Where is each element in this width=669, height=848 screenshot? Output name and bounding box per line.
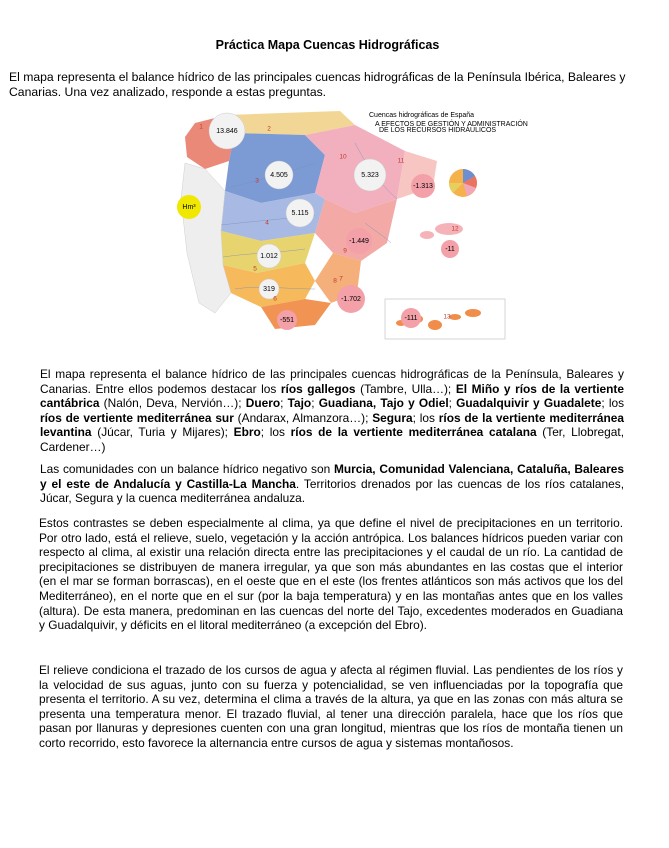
svg-text:6: 6 — [273, 295, 277, 303]
bubble-value: -111 — [404, 314, 418, 322]
bubble-value: -11 — [445, 245, 455, 253]
bubble-value: 1.012 — [260, 252, 278, 260]
svg-text:1: 1 — [199, 123, 203, 131]
map-subtitle-2: DE LOS RECURSOS HIDRÁULICOS — [379, 127, 497, 134]
svg-text:11: 11 — [397, 157, 405, 165]
map-title: Cuencas hidrográficas de España — [369, 112, 475, 119]
intro-text — [9, 70, 669, 100]
paragraph-relief: El relieve condiciona el trazado de los cursos de agua y afecta al régimen fluvial. Las pendientes de los ríos y la velocidad de sus aguas, junto con su fuerza y potencialidad, se ven influenciadas por la topografía que presenta el territorio. A su vez, determina el clima a través de la altura, ya que en las zonas con más altura se presenta una temperatura menor. El trazado fluvial, al tener una dirección paralela, hace que los ríos que pasan por llanuras y depresiones cuenten con una gran longitud, mientras que los ríos de montaña tienen un corto recorrido, esto favorece la alternancia entre cursos de agua y sistemas montañosos. — [39, 663, 623, 750]
paragraph-negative-balance: Las comunidades con un balance hídrico negativo son Murcia, Comunidad Valenciana, Cataluña, Baleares y el este de Andalucía y Castilla-La Mancha. Territorios drenados por las cuencas de los ríos catalanes, Júcar, Segura y la cuenca mediterránea andaluza. — [40, 462, 624, 506]
svg-text:9: 9 — [343, 247, 347, 255]
page-title: Práctica Mapa Cuencas Hidrográficas — [215, 38, 440, 52]
paragraph-climate: Estos contrastes se deben especialmente al clima, ya que define el nivel de precipitaciones en un territorio. Por otro lado, está el relieve, suelo, vegetación y la acción antrópica. Los balances hídricos pueden variar con respecto al clima, al existir una relación directa entre las precipitaciones y el caudal de un río. La cantidad de precipitaciones se distribuyen de manera irregular, ya que son más abundantes en las costas que el interior (en el mar se forman borrascas), en el oeste que en el este (los frentes atlánticos son más activos que los del Mediterráneo), en el norte que en el sur (por la baja temperatura) y en las montañas antes que en los valles (altura). De esta manera, predominan en las cuencas del norte del Tajo, excedentes moderados en Guadiana y Guadalquivir, y déficits en el litoral mediterráneo (a excepción del Ebro). — [39, 516, 623, 633]
svg-text:2: 2 — [267, 125, 271, 133]
intro-line-2: Canarias. Una vez analizado, responde a estas preguntas. — [9, 85, 327, 99]
map-subtitle-1: A EFECTOS DE GESTIÓN Y ADMINISTRACIÓN — [375, 121, 528, 128]
svg-text:8: 8 — [333, 277, 337, 285]
svg-text:13: 13 — [443, 313, 451, 321]
bubble-value: -551 — [279, 316, 295, 324]
svg-text:4: 4 — [265, 219, 269, 227]
paragraph-basins: El mapa representa el balance hídrico de las principales cuencas hidrográficas de la Península, Baleares y Canarias. Entre ellos podemos destacar los ríos gallegos (Tambre, Ulla…); El Miño y ríos de la vertiente cantábrica (Nalón, Deva, Nervión…); Duero; Tajo; Guadiana, Tajo y Odiel; Guadalquivir y Guadalete; los ríos de vertiente mediterránea sur (Andarax, Almanzora…); Segura; los ríos de la vertiente mediterránea levantina (Júcar, Turia y Mijares); Ebro; los ríos de la vertiente mediterránea catalana (Ter, Llobregat, Cardener…) — [40, 367, 625, 454]
svg-text:5: 5 — [253, 265, 257, 273]
svg-text:10: 10 — [339, 153, 347, 161]
bubble-value: 5.115 — [291, 209, 309, 217]
bubble-value: -1.313 — [413, 182, 433, 190]
intro-line-1: El mapa representa el balance hídrico de las principales cuencas hidrográficas de la Península Ibérica, Baleares y — [9, 70, 626, 84]
svg-text:12: 12 — [451, 225, 459, 233]
svg-text:7: 7 — [339, 275, 343, 283]
unit-badge: Hm³ — [182, 203, 196, 211]
river-basins-map — [165, 103, 528, 348]
pie-icon — [449, 169, 477, 197]
svg-text:3: 3 — [255, 177, 259, 185]
bubble-value: 319 — [263, 285, 275, 293]
bubble-value: 13.846 — [216, 127, 238, 135]
bubble-value: 5.323 — [361, 171, 379, 179]
bubble-value: -1.702 — [341, 295, 361, 303]
bubble-value: 4.505 — [270, 171, 288, 179]
map-figure — [165, 103, 528, 348]
bubble-value: -1.449 — [349, 237, 369, 245]
